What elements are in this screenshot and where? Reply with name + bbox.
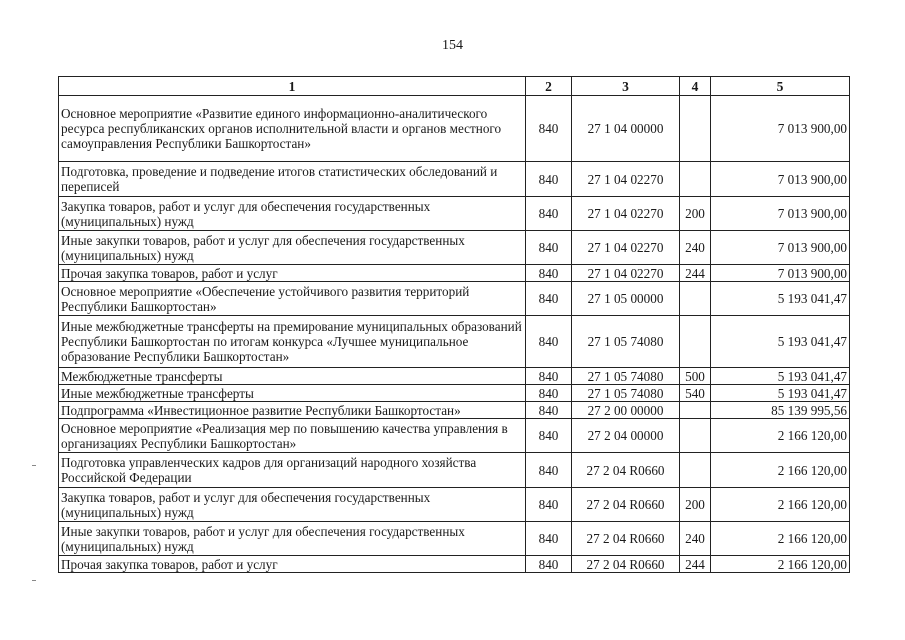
row-amount: 5 193 041,47 bbox=[711, 282, 850, 316]
row-grbs: 840 bbox=[526, 419, 572, 453]
table-row bbox=[59, 197, 850, 231]
row-name: Основное мероприятие «Обеспечение устойчивого развития территорий Республики Башкортостан» bbox=[59, 282, 526, 316]
row-name: Иные межбюджетные трансферты на премирование муниципальных образований Республики Башкортостан по итогам конкурса «Лучшее муниципальное образование Республики Башкортостан» bbox=[59, 316, 526, 368]
row-csr: 27 2 04 R0660 bbox=[572, 522, 680, 556]
row-grbs: 840 bbox=[526, 197, 572, 231]
row-grbs: 840 bbox=[526, 162, 572, 197]
column-header-5: 5 bbox=[711, 77, 850, 96]
row-vr: 200 bbox=[680, 488, 711, 522]
row-csr: 27 1 04 02270 bbox=[572, 265, 680, 282]
row-name: Закупка товаров, работ и услуг для обеспечения государственных (муниципальных) нужд bbox=[59, 488, 526, 522]
page-number: 154 bbox=[442, 38, 463, 53]
row-name: Основное мероприятие «Реализация мер по повышению качества управления в организациях Республики Башкортостан» bbox=[59, 419, 526, 453]
budget-table bbox=[58, 76, 850, 573]
row-amount: 5 193 041,47 bbox=[711, 368, 850, 385]
row-amount: 7 013 900,00 bbox=[711, 162, 850, 197]
row-grbs: 840 bbox=[526, 282, 572, 316]
scan-margin-mark bbox=[32, 580, 36, 581]
row-amount: 5 193 041,47 bbox=[711, 316, 850, 368]
row-vr bbox=[680, 402, 711, 419]
row-name: Межбюджетные трансферты bbox=[59, 368, 526, 385]
row-vr: 244 bbox=[680, 265, 711, 282]
row-vr: 200 bbox=[680, 197, 711, 231]
row-grbs: 840 bbox=[526, 368, 572, 385]
row-grbs: 840 bbox=[526, 402, 572, 419]
table-row bbox=[59, 453, 850, 488]
row-amount: 2 166 120,00 bbox=[711, 522, 850, 556]
row-csr: 27 1 04 02270 bbox=[572, 162, 680, 197]
row-vr: 500 bbox=[680, 368, 711, 385]
table-row bbox=[59, 282, 850, 316]
table-row bbox=[59, 162, 850, 197]
row-name: Прочая закупка товаров, работ и услуг bbox=[59, 556, 526, 573]
column-header-4: 4 bbox=[680, 77, 711, 96]
table-row bbox=[59, 368, 850, 385]
row-grbs: 840 bbox=[526, 522, 572, 556]
row-vr: 240 bbox=[680, 522, 711, 556]
row-csr: 27 1 05 00000 bbox=[572, 282, 680, 316]
row-name: Иные закупки товаров, работ и услуг для обеспечения государственных (муниципальных) нужд bbox=[59, 522, 526, 556]
table-row bbox=[59, 419, 850, 453]
row-amount: 2 166 120,00 bbox=[711, 419, 850, 453]
row-vr: 244 bbox=[680, 556, 711, 573]
row-amount: 5 193 041,47 bbox=[711, 385, 850, 402]
table-row bbox=[59, 316, 850, 368]
row-name: Иные межбюджетные трансферты bbox=[59, 385, 526, 402]
row-amount: 7 013 900,00 bbox=[711, 265, 850, 282]
row-vr bbox=[680, 96, 711, 162]
row-vr bbox=[680, 453, 711, 488]
table-row bbox=[59, 522, 850, 556]
row-amount: 7 013 900,00 bbox=[711, 231, 850, 265]
row-csr: 27 1 05 74080 bbox=[572, 385, 680, 402]
row-vr bbox=[680, 162, 711, 197]
scan-margin-mark bbox=[32, 465, 36, 466]
row-name: Прочая закупка товаров, работ и услуг bbox=[59, 265, 526, 282]
row-grbs: 840 bbox=[526, 316, 572, 368]
table-header-row bbox=[59, 77, 850, 96]
row-name: Подготовка, проведение и подведение итогов статистических обследований и переписей bbox=[59, 162, 526, 197]
row-grbs: 840 bbox=[526, 265, 572, 282]
row-grbs: 840 bbox=[526, 385, 572, 402]
row-amount: 2 166 120,00 bbox=[711, 556, 850, 573]
row-amount: 7 013 900,00 bbox=[711, 96, 850, 162]
row-csr: 27 2 04 R0660 bbox=[572, 488, 680, 522]
row-amount: 7 013 900,00 bbox=[711, 197, 850, 231]
row-csr: 27 1 04 00000 bbox=[572, 96, 680, 162]
row-grbs: 840 bbox=[526, 556, 572, 573]
row-grbs: 840 bbox=[526, 231, 572, 265]
row-vr: 540 bbox=[680, 385, 711, 402]
table-row bbox=[59, 231, 850, 265]
table-row bbox=[59, 488, 850, 522]
row-vr bbox=[680, 316, 711, 368]
row-name: Иные закупки товаров, работ и услуг для обеспечения государственных (муниципальных) нужд bbox=[59, 231, 526, 265]
row-csr: 27 2 04 R0660 bbox=[572, 556, 680, 573]
row-grbs: 840 bbox=[526, 453, 572, 488]
row-name: Основное мероприятие «Развитие единого информационно-аналитического ресурса республиканских органов исполнительной власти и органов местного самоуправления Республики Башкортостан» bbox=[59, 96, 526, 162]
table-row bbox=[59, 385, 850, 402]
row-csr: 27 1 04 02270 bbox=[572, 197, 680, 231]
row-csr: 27 1 05 74080 bbox=[572, 316, 680, 368]
table-row bbox=[59, 96, 850, 162]
row-csr: 27 1 05 74080 bbox=[572, 368, 680, 385]
row-grbs: 840 bbox=[526, 96, 572, 162]
row-name: Подготовка управленческих кадров для организаций народного хозяйства Российской Федерации bbox=[59, 453, 526, 488]
row-name: Подпрограмма «Инвестиционное развитие Республики Башкортостан» bbox=[59, 402, 526, 419]
row-csr: 27 1 04 02270 bbox=[572, 231, 680, 265]
table-row bbox=[59, 265, 850, 282]
row-vr: 240 bbox=[680, 231, 711, 265]
row-amount: 85 139 995,56 bbox=[711, 402, 850, 419]
row-vr bbox=[680, 419, 711, 453]
row-amount: 2 166 120,00 bbox=[711, 453, 850, 488]
row-name: Закупка товаров, работ и услуг для обеспечения государственных (муниципальных) нужд bbox=[59, 197, 526, 231]
column-header-3: 3 bbox=[572, 77, 680, 96]
table-row bbox=[59, 556, 850, 573]
row-csr: 27 2 00 00000 bbox=[572, 402, 680, 419]
row-vr bbox=[680, 282, 711, 316]
row-amount: 2 166 120,00 bbox=[711, 488, 850, 522]
column-header-2: 2 bbox=[526, 77, 572, 96]
column-header-1: 1 bbox=[59, 77, 526, 96]
row-csr: 27 2 04 00000 bbox=[572, 419, 680, 453]
row-grbs: 840 bbox=[526, 488, 572, 522]
row-csr: 27 2 04 R0660 bbox=[572, 453, 680, 488]
table-row bbox=[59, 402, 850, 419]
